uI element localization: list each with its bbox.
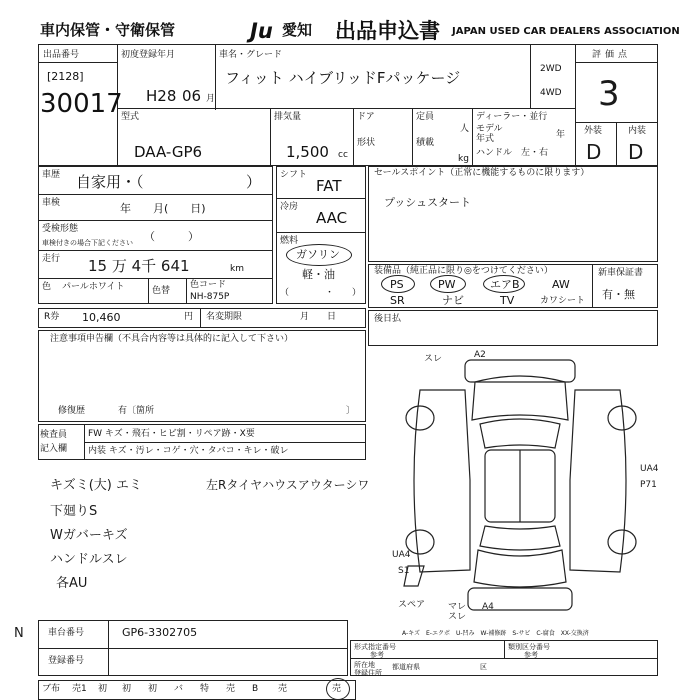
name-change-value: 月 日 xyxy=(300,312,337,322)
equip-navi: ナビ xyxy=(442,294,464,307)
displacement-label: 排気量 xyxy=(274,112,302,122)
fuel-diesel: 軽・油 xyxy=(302,268,335,281)
name-change-label: 名変期限 xyxy=(206,312,243,322)
mark-right-1: UA4 xyxy=(640,464,659,474)
receive-note: 車検付きの場合下記ください xyxy=(42,239,133,247)
repair-close: 〕 xyxy=(346,406,356,416)
car-diagram xyxy=(390,350,660,620)
dealer-year-unit: 年 xyxy=(556,130,566,140)
fuel-label: 燃料 xyxy=(280,236,299,246)
color-value: パールホワイト xyxy=(62,282,125,292)
mark-left-lower: UA4 xyxy=(392,550,411,560)
hand-note-1: キズミ(大) エミ xyxy=(50,478,143,493)
mark-rear-1: マレ xyxy=(448,602,467,612)
storage-label: 車内保管・守衛保管 xyxy=(40,21,176,39)
form-cert-label4: 参考 xyxy=(524,651,538,659)
receive-label: 受検形態 xyxy=(42,224,79,234)
mileage-label: 走行 xyxy=(42,254,61,264)
history-close: ） xyxy=(246,173,262,191)
history-value: 自家用・（ xyxy=(76,173,144,191)
inspector-row2: 内装 キズ・汚レ・コゲ・穴・タバコ・キレ・破レ xyxy=(88,446,289,456)
sales-point-label: セールスポイント（正常に機能するものに限ります） xyxy=(374,168,590,178)
fuel-paren: （ ・ ） xyxy=(280,288,362,298)
car-rear-hatch xyxy=(474,550,566,587)
exterior-value: D xyxy=(586,140,602,164)
address-label2: 登録住所 xyxy=(354,669,382,677)
equip-aw: AW xyxy=(552,278,570,291)
door-label: ドア xyxy=(357,112,375,122)
interior-label: 内装 xyxy=(628,126,647,136)
aircon-value: AAC xyxy=(316,209,348,227)
lot-sub-number: [2128] xyxy=(47,70,84,83)
equip-ps-circle xyxy=(381,275,415,293)
form-title: 出品申込書 xyxy=(335,19,440,43)
fuel-gasoline: ガソリン xyxy=(296,248,340,261)
flag-4: 初 xyxy=(148,684,158,694)
mark-rear-3: A4 xyxy=(482,602,494,612)
equip-ps: PS xyxy=(390,278,404,291)
inspector-row1: FW キズ・飛石・ヒビ割・リペア跡・X要 xyxy=(88,429,255,439)
chassis-value: GP6-3302705 xyxy=(122,626,198,639)
model-name-label: 車名・グレード xyxy=(219,50,283,60)
drive-4wd: 4WD xyxy=(540,88,562,98)
dealer-handle: ハンドル 左・右 xyxy=(476,148,549,158)
exterior-label: 外装 xyxy=(584,126,603,136)
rating-value: 3 xyxy=(598,74,620,114)
hand-note-5: ハンドルスレ xyxy=(50,552,128,567)
form-cert-label2: 参考 xyxy=(370,651,384,659)
mark-left-lower-2: S1 xyxy=(398,566,410,576)
flag-3: 初 xyxy=(122,684,132,694)
equip-airbag-circle xyxy=(483,275,525,293)
model-code-value: DAA-GP6 xyxy=(134,143,203,161)
flag-10: 売 xyxy=(332,684,342,694)
receive-paren: （ ） xyxy=(144,230,199,243)
top-block xyxy=(38,44,658,166)
recycle-value: 10,460 xyxy=(82,311,121,324)
load-unit: kg xyxy=(458,154,469,164)
notes-label: 注意事項申告欄（不具合内容等は具体的に記入して下さい） xyxy=(50,334,294,344)
equip-tv: TV xyxy=(500,294,515,307)
address-label3: 都道府県 xyxy=(392,663,420,671)
flag-7: 売 xyxy=(226,684,236,694)
ju-logo: Ju xyxy=(250,19,273,43)
chassis-label: 車台番号 xyxy=(48,628,85,638)
car-windshield xyxy=(480,419,560,448)
shift-label: シフト xyxy=(280,170,308,180)
flag-2: 初 xyxy=(98,684,108,694)
capacity-label: 定員 xyxy=(416,112,435,122)
flag-8: B xyxy=(252,684,259,694)
capacity-unit: 人 xyxy=(460,124,470,134)
dealer-line2: モデル xyxy=(476,124,503,134)
load-label: 積載 xyxy=(416,138,435,148)
org-name: 愛知 xyxy=(282,21,313,39)
aircon-label: 冷房 xyxy=(280,202,299,212)
mileage-value: 15 万 4千 641 xyxy=(88,257,190,275)
reg-number-label: 登録番号 xyxy=(48,656,85,666)
color-code-value: NH-875P xyxy=(190,292,230,302)
recycle-label: R券 xyxy=(44,312,60,322)
model-name-value: フィット ハイブリッドFパッケージ xyxy=(225,69,461,87)
car-left-side xyxy=(414,390,470,572)
sales-point-value: プッシュスタート xyxy=(384,196,472,209)
margin-mark: N xyxy=(14,626,24,641)
history-label: 車歴 xyxy=(42,170,61,180)
mark-front: A2 xyxy=(474,350,486,360)
equip-airbag: エアB xyxy=(490,278,520,291)
model-code-label: 型式 xyxy=(121,112,140,122)
registration-year: H28 xyxy=(146,87,177,105)
mileage-unit: km xyxy=(230,264,244,274)
dealer-line3: 年式 xyxy=(476,134,495,144)
drive-2wd: 2WD xyxy=(540,64,562,74)
shape-label: 形状 xyxy=(357,138,376,148)
car-rear-window xyxy=(480,526,560,550)
color-change-label: 色替 xyxy=(152,286,171,296)
equip-sr: SR xyxy=(390,294,405,307)
mark-front-left: スレ xyxy=(424,354,443,364)
shaken-label: 車検 xyxy=(42,198,61,208)
association-name: JAPAN USED CAR DEALERS ASSOCIATION xyxy=(452,26,680,37)
shaken-value: 年 月( 日) xyxy=(120,202,206,215)
mark-right-2: P71 xyxy=(640,480,657,490)
registration-month-unit: 月 xyxy=(206,94,216,104)
new-warranty-label: 新車保証書 xyxy=(598,268,644,278)
equip-pw: PW xyxy=(438,278,456,291)
flag-1: 売1 xyxy=(72,684,87,694)
interior-value: D xyxy=(628,140,644,164)
lot-label: 出品番号 xyxy=(43,50,80,60)
hand-note-6: 各AU xyxy=(56,576,88,591)
car-front-bumper xyxy=(465,360,575,382)
address-label4: 区 xyxy=(480,663,487,671)
flag-circle xyxy=(326,678,350,700)
repair-label: 修復歴 xyxy=(58,406,86,416)
hand-note-4: Wガバーキズ xyxy=(50,528,128,543)
dealer-line1: ディーラー・並行 xyxy=(476,112,548,122)
address-label1: 所在地 xyxy=(354,661,375,669)
car-hood xyxy=(472,376,568,420)
flag-5: バ xyxy=(174,684,184,694)
form-cert-label3: 類別区分番号 xyxy=(508,643,550,651)
shift-value: FAT xyxy=(316,177,342,195)
hand-note-3: 下廻りS xyxy=(50,504,98,519)
color-code-label: 色コード xyxy=(190,280,227,290)
registration-label: 初度登録年月 xyxy=(121,50,176,60)
equip-leather: カワシート xyxy=(540,296,586,306)
color-label: 色 xyxy=(42,282,52,292)
repair-value: 有〔箇所 xyxy=(118,406,155,416)
after-sale-block xyxy=(368,310,658,346)
wheel-fl xyxy=(406,406,434,430)
flag-0: ブ布 xyxy=(42,684,61,694)
hand-note-2: 左Rタイヤハウスアウターシワ xyxy=(206,478,370,492)
recycle-unit: 円 xyxy=(184,312,194,322)
sales-point-block xyxy=(368,166,658,262)
mark-rear-2: スレ xyxy=(448,612,467,622)
lot-number: 30017 xyxy=(40,89,123,119)
inspector-label1: 検査員 xyxy=(40,430,68,440)
diagram-legend: A-キズ E-エクボ U-凹み W-補修跡 S-サビ C-腐食 XX-交換済 xyxy=(402,630,589,637)
rating-label: 評価点 xyxy=(592,50,632,60)
form-cert-label1: 形式指定番号 xyxy=(354,643,396,651)
mark-spare: スペア xyxy=(398,600,426,610)
equip-pw-circle xyxy=(430,275,466,293)
displacement-unit: cc xyxy=(338,150,348,160)
inspector-label2: 記入欄 xyxy=(40,444,68,454)
after-sale-label: 後日払 xyxy=(374,314,402,324)
flag-6: 特 xyxy=(200,684,210,694)
car-right-side xyxy=(570,390,626,572)
new-warranty-value: 有・無 xyxy=(602,288,635,301)
equipment-label: 装備品（純正品に限り◎をつけてください） xyxy=(374,266,553,276)
registration-month: 06 xyxy=(182,87,202,105)
displacement-value: 1,500 xyxy=(286,143,329,161)
flag-9: 売 xyxy=(278,684,288,694)
